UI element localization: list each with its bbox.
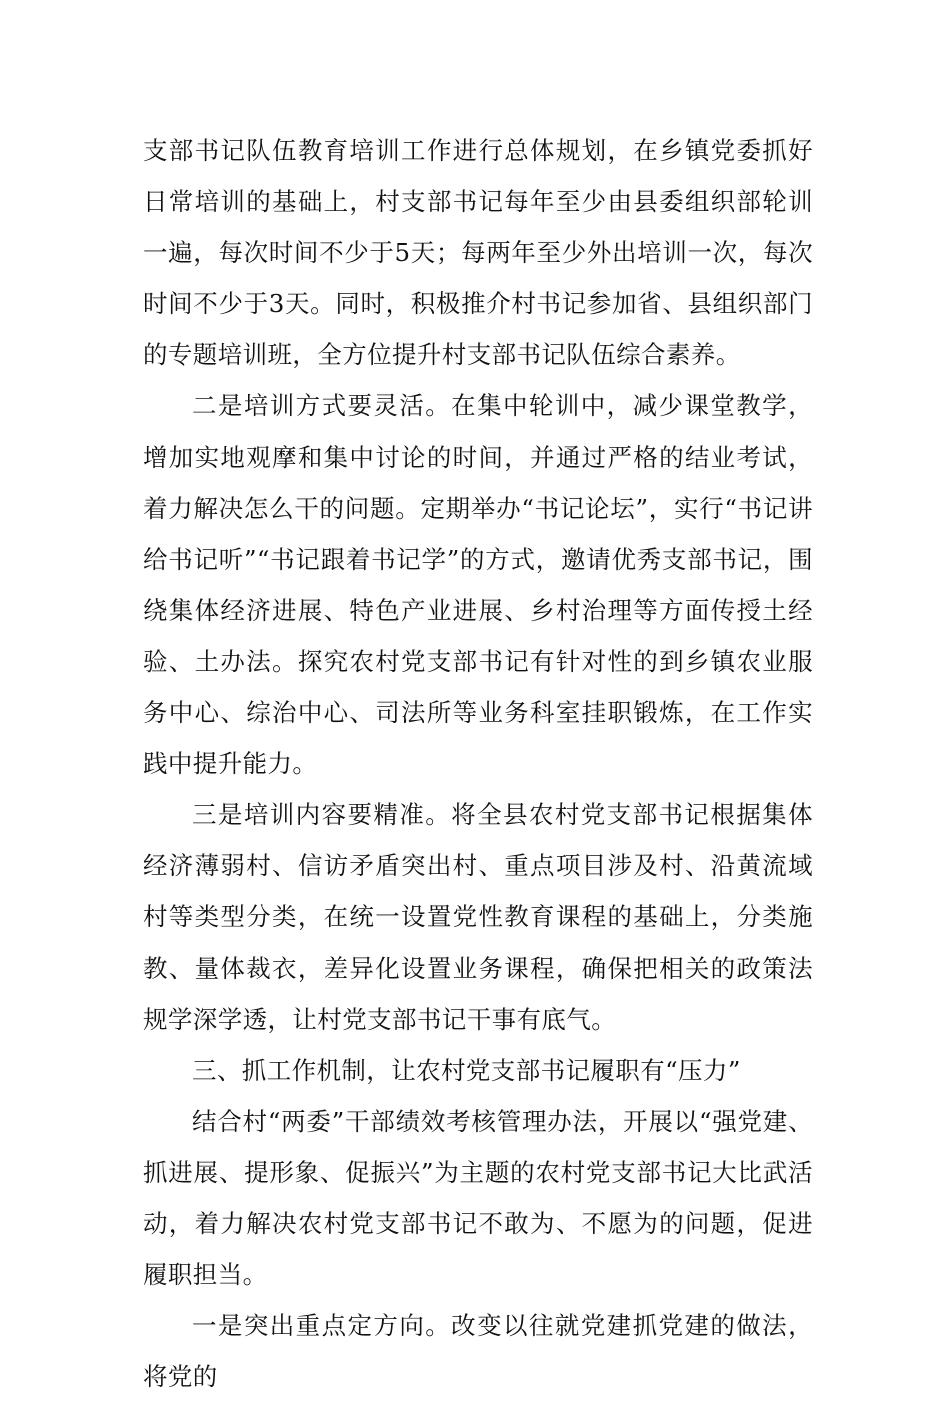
document-body [143,125,813,1402]
paragraph-training-method: 二是培训方式要灵活。在集中轮训中，减少课堂教学，增加实地观摩和集中讨论的时间，并通过严格的结业考试，着力解决怎么干的问题。定期举办“书记论坛”，实行“书记讲给书记听”“书记跟着书记学”的方式，邀请优秀支部书记，围绕集体经济进展、特色产业进展、乡村治理等方面传授土经验、土办法。探究农村党支部书记有针对性的到乡镇农业服务中心、综治中心、司法所等业务科室挂职锻炼，在工作实践中提升能力。 [143,391,813,779]
paragraph-continued: 支部书记队伍教育培训工作进行总体规划，在乡镇党委抓好日常培训的基础上，村支部书记每年至少由县委组织部轮训一遍，每次时间不少于5天；每两年至少外出培训一次，每次时间不少于3天。同时，积极推介村书记参加省、县组织部门的专题培训班，全方位提升村支部书记队伍综合素养。 [143,136,813,370]
paragraph-assessment: 结合村“两委”干部绩效考核管理办法，开展以“强党建、抓进展、提形象、促振兴”为主题的农村党支部书记大比武活动，着力解决农村党支部书记不敢为、不愿为的问题，促进履职担当。 [143,1106,813,1290]
paragraph-focus-direction: 一是突出重点定方向。改变以往就党建抓党建的做法，将党的 [143,1311,813,1392]
paragraph-training-content: 三是培训内容要精准。将全县农村党支部书记根据集体经济薄弱村、信访矛盾突出村、重点项目涉及村、沿黄流域村等类型分类，在统一设置党性教育课程的基础上，分类施教、量体裁衣，差异化设置业务课程，确保把相关的政策法规学深学透，让村党支部书记干事有底气。 [143,800,813,1034]
section-heading-work-mechanism: 三、抓工作机制，让农村党支部书记履职有“压力” [192,1055,741,1085]
